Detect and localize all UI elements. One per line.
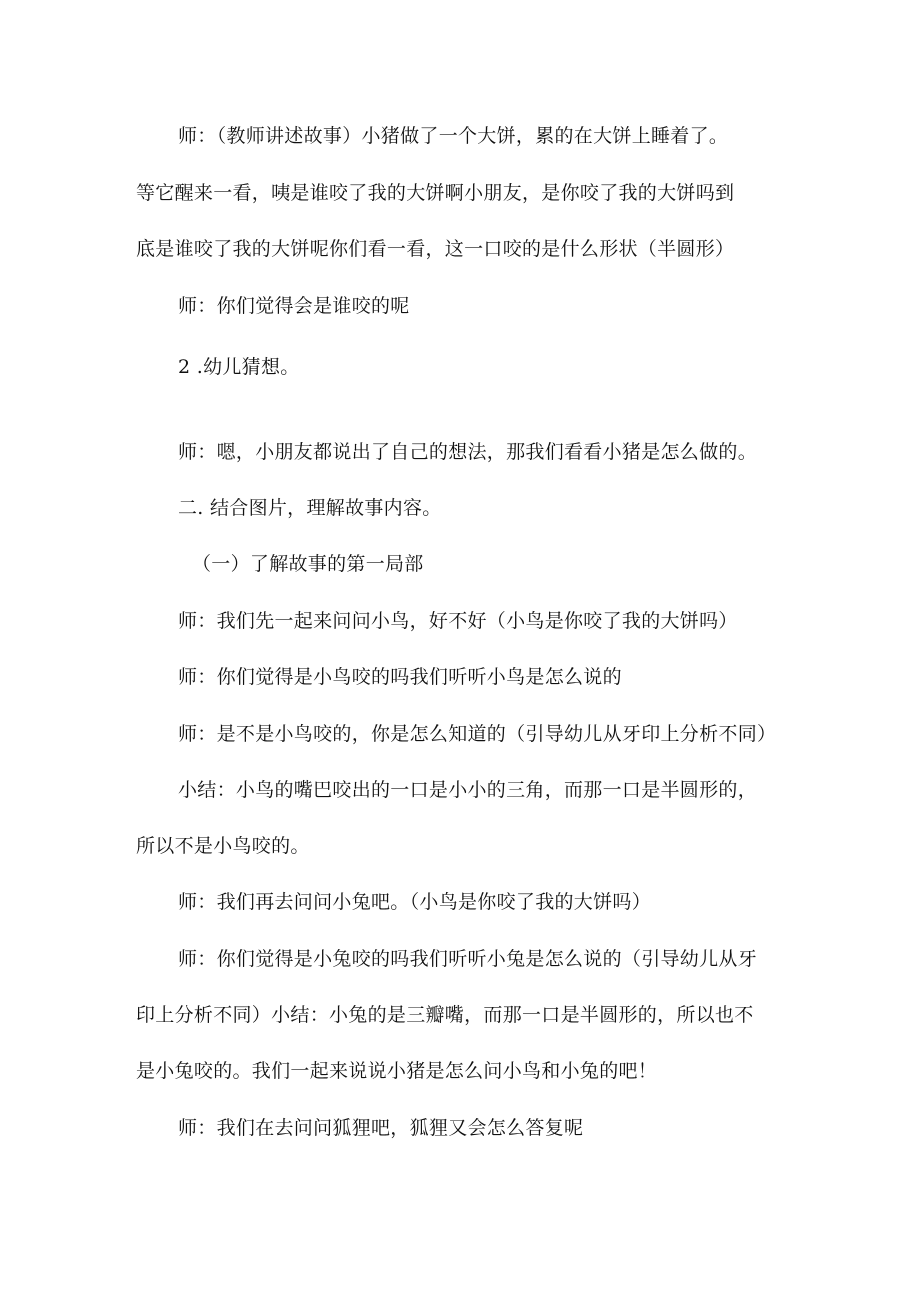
paragraph-line: 所以不是小鸟咬的。 <box>136 835 310 857</box>
paragraph-line: 师：我们再去问问小兔吧。（小鸟是你咬了我的大饼吗） <box>178 891 652 913</box>
paragraph-line: 底是谁咬了我的大饼呢你们看一看，这一口咬的是什么形状（半圆形） <box>136 238 735 260</box>
paragraph-line: 师：你们觉得会是谁咬的呢 <box>178 295 410 317</box>
section-heading: 2 .幼儿猜想。 <box>178 356 300 378</box>
paragraph-line: 师：我们在去问问狐狸吧，狐狸又会怎么答复呢 <box>178 1117 584 1139</box>
paragraph-line: 是小兔咬的。我们一起来说说小猪是怎么问小鸟和小兔的吧！ <box>136 1060 658 1082</box>
paragraph-line: 师：你们觉得是小鸟咬的吗我们听听小鸟是怎么说的 <box>178 666 622 688</box>
paragraph-line: 师：嗯，小朋友都说出了自己的想法，那我们看看小猪是怎么做的。 <box>178 441 758 463</box>
section-heading: 二. 结合图片，理解故事内容。 <box>178 497 442 519</box>
paragraph-line: 师：是不是小鸟咬的，你是怎么知道的（引导幼儿从牙印上分析不同） <box>178 723 777 745</box>
paragraph-line: 等它醒来一看，咦是谁咬了我的大饼啊小朋友，是你咬了我的大饼吗到 <box>136 182 735 204</box>
paragraph-line: 师：（教师讲述故事）小猪做了一个大饼，累的在大饼上睡着了。 <box>178 125 729 147</box>
paragraph-line: 师：你们觉得是小兔咬的吗我们听听小兔是怎么说的（引导幼儿从牙 <box>178 948 758 970</box>
paragraph-line: 印上分析不同）小结：小兔的是三瓣嘴，而那一口是半圆形的，所以也不 <box>136 1004 754 1026</box>
paragraph-line: 师：我们先一起来问问小鸟，好不好（小鸟是你咬了我的大饼吗） <box>178 610 738 632</box>
subsection-heading: （一）了解故事的第一局部 <box>192 553 424 575</box>
paragraph-line: 小结：小鸟的嘴巴咬出的一口是小小的三角，而那一口是半圆形的， <box>178 779 758 801</box>
